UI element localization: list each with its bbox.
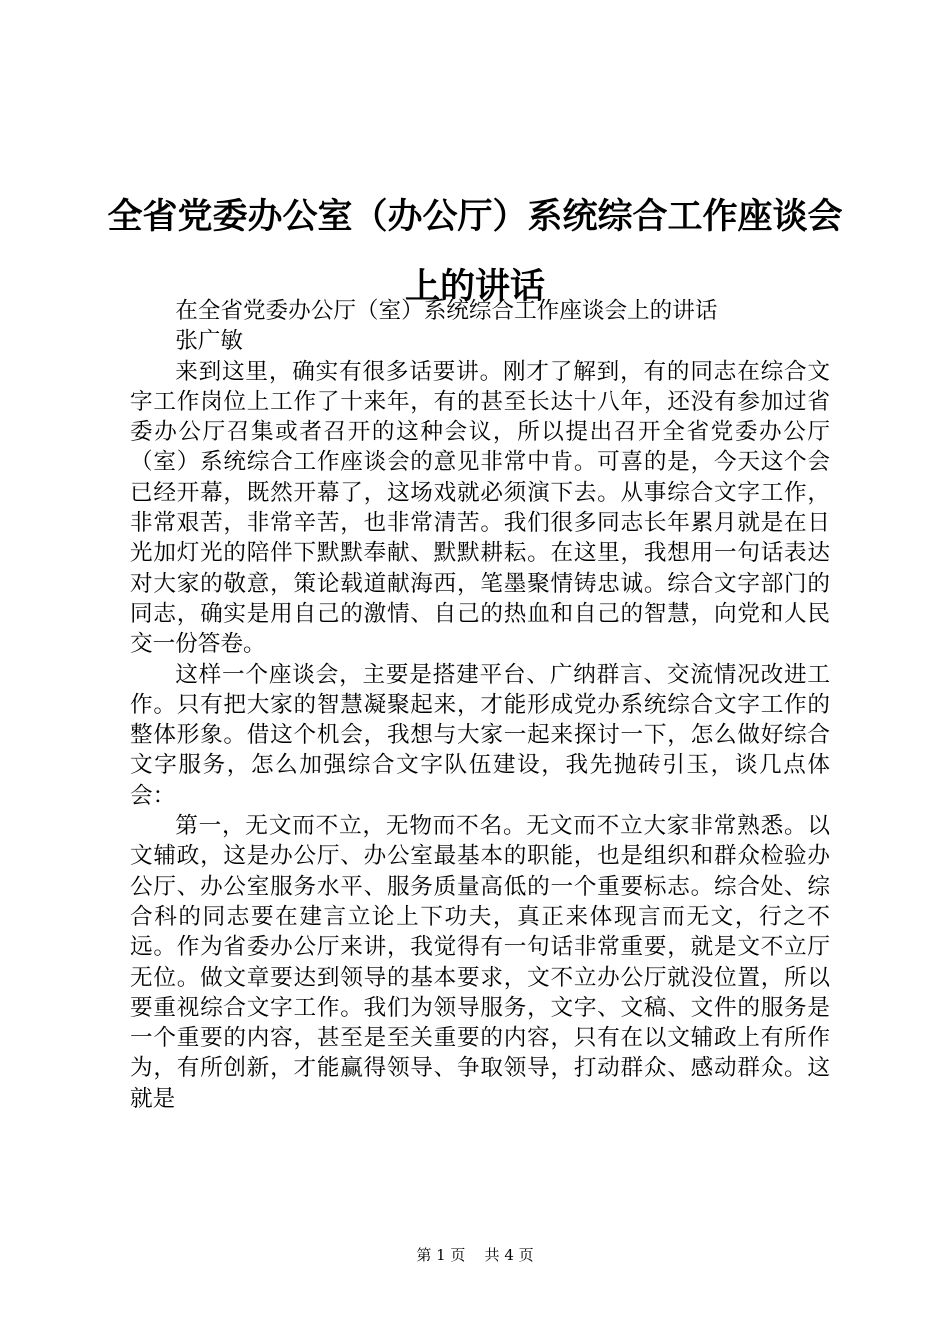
body-paragraph: 来到这里，确实有很多话要讲。刚才了解到，有的同志在综合文字工作岗位上工作了十来年，有的甚至长达十八年，还没有参加过省委办公厅召集或者召开的这种会议，所以提出召开全省党委办公厅（室）系统综合工作座谈会的意见非常中肯。可喜的是，今天这个会已经开幕，既然开幕了，这场戏就必须演下去。从事综合文字工作，非常艰苦，非常辛苦，也非常清苦。我们很多同志长年累月就是在日光加灯光的陪伴下默默奉献、默默耕耘。在这里，我想用一句话表达对大家的敬意，策论载道献海西，笔墨聚情铸忠诚。综合文字部门的同志，确实是用自己的激情、自己的热血和自己的智慧，向党和人民交一份答卷。 [130,358,830,658]
document-title: 全省党委办公室（办公厅）系统综合工作座谈会上的讲话 [107,197,843,307]
page-total: 共 4 页 [484,1246,534,1264]
subtitle-line: 在全省党委办公厅（室）系统综合工作座谈会上的讲话 [175,298,718,324]
body-paragraph: 这样一个座谈会，主要是搭建平台、广纳群言、交流情况改进工作。只有把大家的智慧凝聚起来，才能形成党办系统综合文字工作的整体形象。借这个机会，我想与大家一起来探讨一下，怎么做好综合文字服务，怎么加强综合文字队伍建设，我先抛砖引玉，谈几点体会： [130,661,830,809]
page-footer [0,1245,950,1265]
body-paragraph: 第一，无文而不立，无物而不名。无文而不立大家非常熟悉。以文辅政，这是办公厅、办公室最基本的职能，也是组织和群众检验办公厅、办公室服务水平、服务质量高低的一个重要标志。综合处、综合科的同志要在建言立论上下功夫，真正来体现言而无文，行之不远。作为省委办公厅来讲，我觉得有一句话非常重要，就是文不立厅无位。做文章要达到领导的基本要求，文不立办公厅就没位置，所以要重视综合文字工作。我们为领导服务，文字、文稿、文件的服务是一个重要的内容，甚至是至关重要的内容，只有在以文辅政上有所作为，有所创新，才能赢得领导、争取领导，打动群众、感动群众。这就是 [130,813,830,1112]
document-body [130,296,830,1114]
author-line: 张广敏 [175,328,243,355]
page-number: 第 1 页 [416,1246,466,1264]
footer-gap [470,1246,480,1264]
